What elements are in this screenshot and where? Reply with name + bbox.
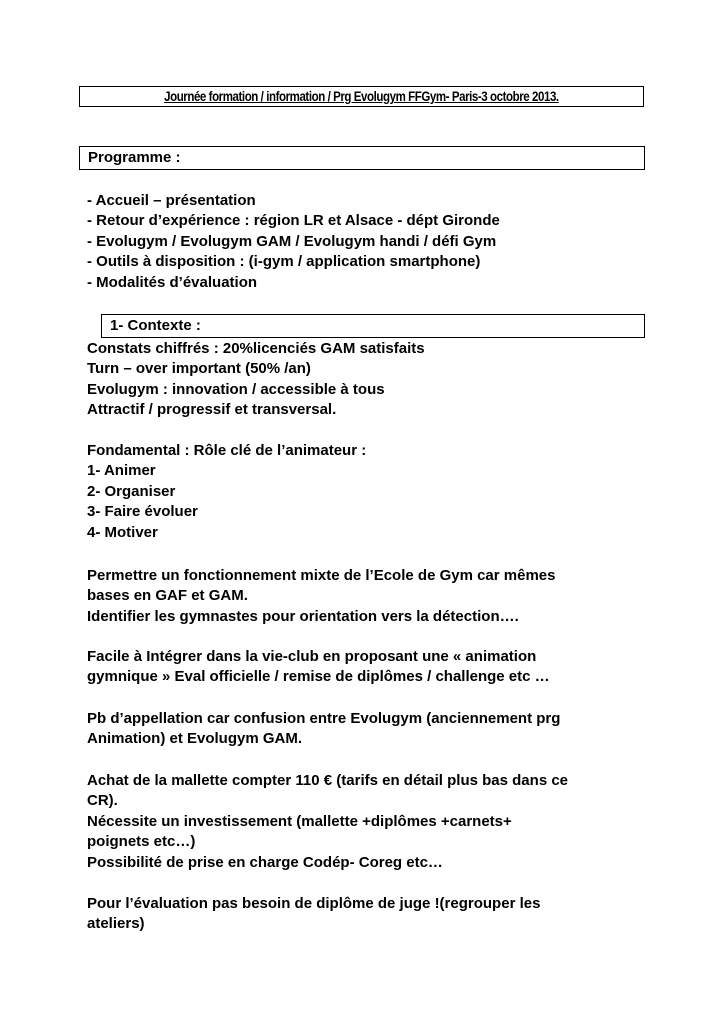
paragraph-line: CR). bbox=[87, 792, 118, 810]
constat-line: Constats chiffrés : 20%licenciés GAM satisfaits bbox=[87, 340, 425, 357]
programme-list bbox=[87, 191, 647, 293]
programme-heading-box bbox=[79, 146, 645, 170]
pb-paragraph bbox=[87, 709, 647, 750]
paragraph-line: bases en GAF et GAM. bbox=[87, 587, 248, 605]
document-title-box bbox=[79, 86, 644, 107]
programme-item: - Retour d’expérience : région LR et Alsace - dépt Gironde bbox=[87, 212, 500, 230]
programme-item: - Modalités d’évaluation bbox=[87, 273, 258, 291]
paragraph-line: Nécessite un investissement (mallette +diplômes +carnets+ bbox=[87, 812, 512, 830]
constat-line: Evolugym : innovation / accessible à tous bbox=[87, 380, 385, 398]
paragraph-line: ateliers) bbox=[87, 915, 145, 933]
constat-line: Attractif / progressif et transversal. bbox=[87, 401, 337, 419]
paragraph-line: Pb d’appellation car confusion entre Evolugym (anciennement prg bbox=[87, 710, 561, 727]
programme-item: - Accueil – présentation bbox=[87, 192, 256, 209]
paragraph-line: Achat de la mallette compter 110 € (tarifs en détail plus bas dans ce bbox=[87, 772, 569, 789]
contexte-heading: 1- Contexte : bbox=[110, 317, 201, 334]
paragraph-line: Identifier les gymnastes pour orientation vers la détection…. bbox=[87, 607, 519, 625]
document-title: Journée formation / information / Prg Evolugym FFGym- Paris-3 octobre 2013. bbox=[164, 89, 559, 104]
paragraph-line: Animation) et Evolugym GAM. bbox=[87, 730, 303, 748]
paragraph-line: gymnique » Eval officielle / remise de diplômes / challenge etc … bbox=[87, 668, 550, 686]
constat-line: Turn – over important (50% /an) bbox=[87, 360, 311, 378]
paragraph-line: Pour l’évaluation pas besoin de diplôme de juge !(regrouper les bbox=[87, 895, 541, 912]
fondamental-block bbox=[87, 441, 647, 543]
fondamental-item: 3- Faire évoluer bbox=[87, 503, 198, 521]
fondamental-item: 2- Organiser bbox=[87, 482, 176, 500]
programme-item: - Evolugym / Evolugym GAM / Evolugym handi / défi Gym bbox=[87, 232, 497, 250]
constats-block bbox=[87, 339, 647, 421]
facile-paragraph bbox=[87, 647, 647, 688]
paragraph-line: Facile à Intégrer dans la vie-club en proposant une « animation bbox=[87, 648, 537, 665]
programme-heading: Programme : bbox=[88, 149, 181, 166]
programme-item: - Outils à disposition : (i-gym / application smartphone) bbox=[87, 253, 481, 271]
fondamental-item: 1- Animer bbox=[87, 462, 156, 480]
paragraph-line: Permettre un fonctionnement mixte de l’Ecole de Gym car mêmes bbox=[87, 567, 556, 584]
paragraph-line: poignets etc…) bbox=[87, 833, 196, 851]
contexte-heading-box bbox=[101, 314, 645, 338]
achat-paragraph bbox=[87, 771, 647, 873]
fondamental-item: 4- Motiver bbox=[87, 523, 158, 541]
paragraph-line: Possibilité de prise en charge Codép- Coreg etc… bbox=[87, 853, 443, 871]
fondamental-heading: Fondamental : Rôle clé de l’animateur : bbox=[87, 442, 367, 459]
evaluation-paragraph bbox=[87, 894, 647, 935]
mixte-paragraph bbox=[87, 566, 647, 627]
